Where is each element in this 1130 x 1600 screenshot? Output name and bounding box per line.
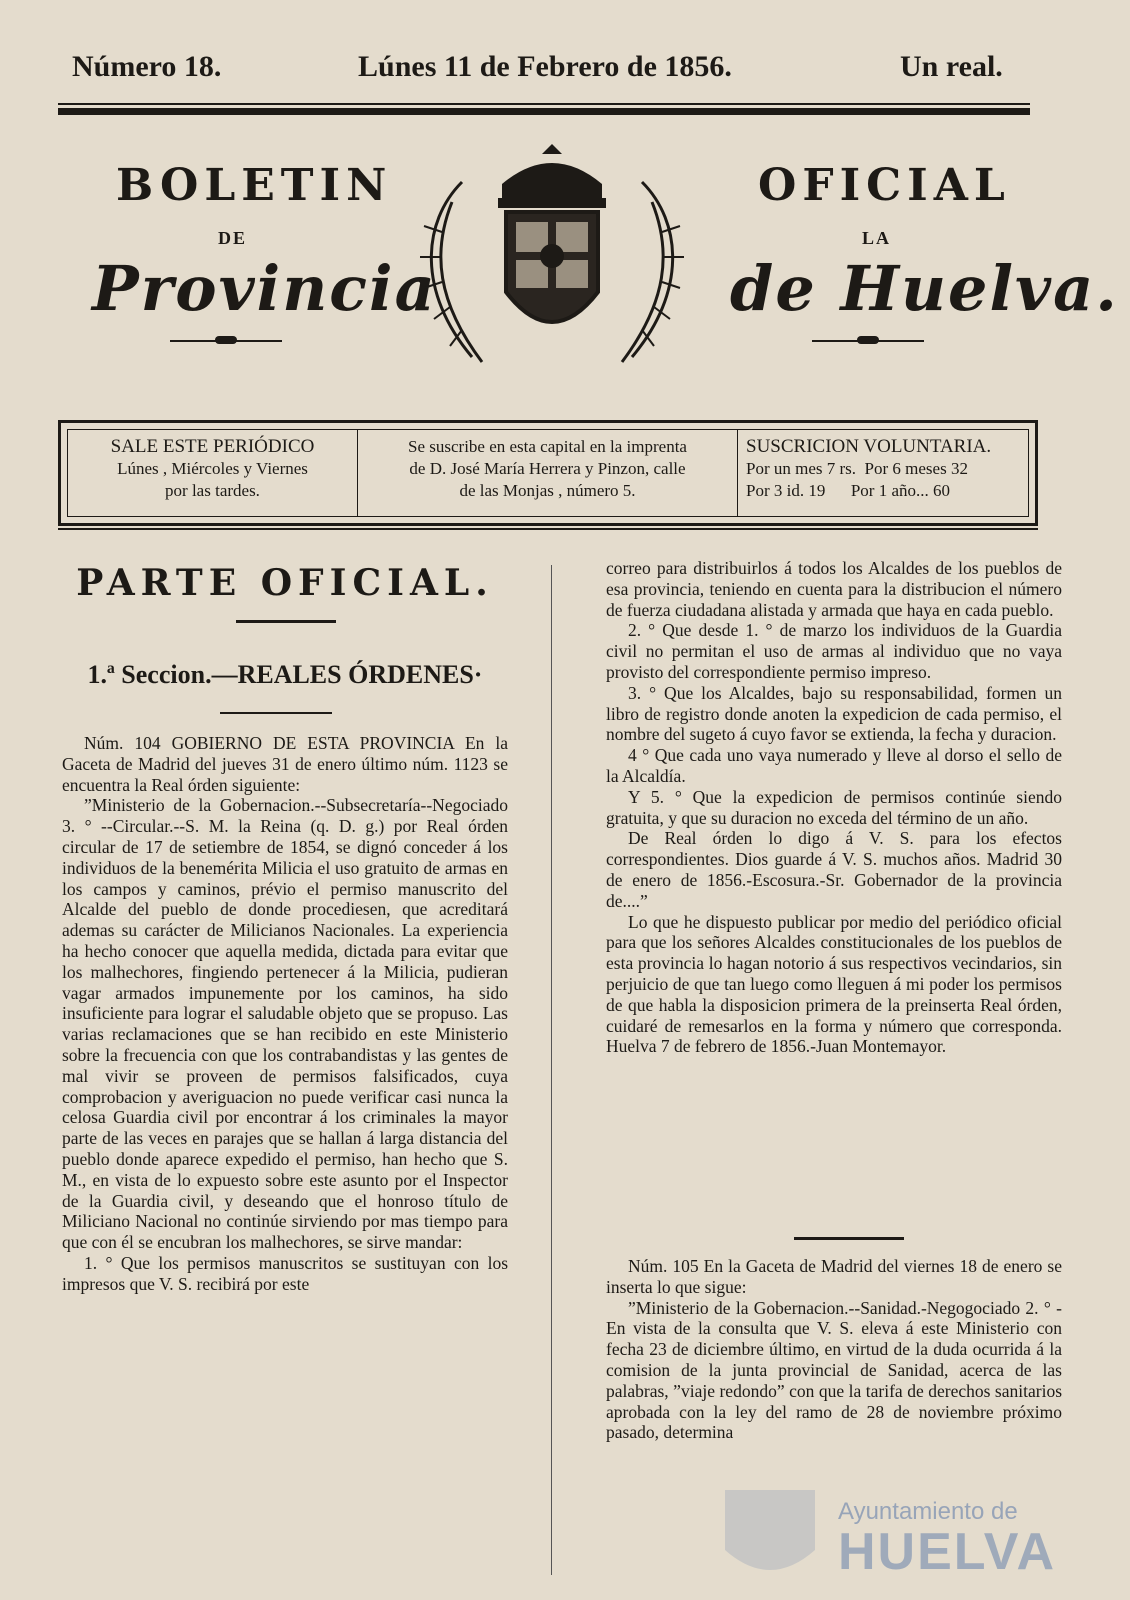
- prices-line-2: Por 3 id. 19 Por 1 año... 60: [746, 481, 950, 500]
- printer-line-3: de las Monjas , número 5.: [459, 481, 636, 500]
- title-boletin: BOLETIN: [116, 160, 393, 211]
- column-divider: [551, 565, 552, 1575]
- title-oficial: OFICIAL: [758, 160, 1011, 211]
- printer-line-2: de D. José María Herrera y Pinzon, calle: [409, 459, 686, 478]
- issue-price: Un real.: [900, 50, 1003, 83]
- subscription-prices-cell: [738, 430, 1028, 516]
- subscription-box: [58, 420, 1038, 526]
- paragraph: ”Ministerio de la Gobernacion.--Sanidad.-Negogociado 2. ° -En vista de la consulta que V. S. eleva á este Ministerio con fecha 23 de diciembre último, en virtud de la duda ocurrida á la comision de la junta provincial de Sanidad, acerca de las palabras, ”viaje redondo” con que la tarifa de derechos sanitarios aprobada con la ley del ramo de 28 de noviembre próximo pasado, determina: [606, 1297, 1062, 1443]
- paragraph: 1. ° Que los permisos manuscritos se sustituyan con los impresos que V. S. recibirá por este: [62, 1252, 508, 1294]
- parte-oficial-heading: PARTE OFICIAL.: [76, 562, 494, 604]
- prices-line-1: Por un mes 7 rs. Por 6 meses 32: [746, 459, 968, 478]
- right-column-text-2: [606, 1256, 1062, 1443]
- paragraph: correo para distribuirlos á todos los Alcaldes de los pueblos de esa provincia, teniendo en cuenta para la distribucion el número de fuerza ciudadana alistada y armada que haya en cada pueblo.: [606, 558, 1062, 620]
- section-rule: [220, 712, 332, 714]
- paragraph: Núm. 104 GOBIERNO DE ESTA PROVINCIA En la Gaceta de Madrid del jueves 31 de enero último núm. 1123 se encuentra la Real órden siguiente:: [62, 733, 508, 795]
- watermark-text-1: Ayuntamiento de: [838, 1498, 1018, 1525]
- watermark-text-2: HUELVA: [838, 1523, 1057, 1581]
- ornament-left: [170, 340, 282, 342]
- prices-title: SUSCRICION VOLUNTARIA.: [746, 436, 992, 457]
- article-separator-rule: [794, 1237, 904, 1240]
- paragraph: Núm. 105 En la Gaceta de Madrid del viernes 18 de enero se inserta lo que sigue:: [606, 1256, 1062, 1297]
- right-column-text: [606, 558, 1062, 1057]
- header-rule-thick: [58, 108, 1030, 115]
- title-la: LA: [862, 228, 892, 248]
- paragraph: Y 5. ° Que la expedicion de permisos continúe siendo gratuita, y que su duracion no exceda del término de un año.: [606, 786, 1062, 828]
- publication-time: por las tardes.: [165, 481, 260, 500]
- paragraph: 4 ° Que cada uno vaya numerado y lleve al dorso el sello de la Alcaldía.: [606, 745, 1062, 786]
- header-bar: [68, 50, 1072, 90]
- issue-number: Número 18.: [72, 50, 222, 83]
- title-huelva: de Huelva.: [730, 252, 1119, 325]
- issue-date: Lúnes 11 de Febrero de 1856.: [358, 50, 732, 83]
- paragraph: De Real órden lo digo á V. S. para los efectos correspondientes. Dios guarde á V. S. muchos años. Madrid 30 de enero de 1856.-Escosura.-Sr. Gobernador de la provincia de....”: [606, 828, 1062, 911]
- paragraph: Lo que he dispuesto publicar por medio del periódico oficial para que los señores Alcaldes constitucionales de los pueblos de esta provincia lo hagan notorio á sus respectivos vecindarios, sin perjuicio de que tan luego como lleguen á mi poder los permisos de que habla la disposicion primera de la preinserta Real órden, cuidaré de remesarlos en la forma y número que corresponda. Huelva 7 de febrero de 1856.-Juan Montemayor.: [606, 911, 1062, 1057]
- publication-title: SALE ESTE PERIÓDICO: [110, 436, 315, 457]
- coat-of-arms-emblem: [402, 142, 702, 378]
- paragraph: 3. ° Que los Alcaldes, bajo su responsabilidad, formen un libro de registro donde anoten la expedicion de cada permiso, el nombre del sugeto á cuyo favor se extienda, la fecha y duracion.: [606, 682, 1062, 745]
- publication-days: Lúnes , Miércoles y Viernes: [117, 459, 308, 478]
- printer-line-1: Se suscribe en esta capital en la imprenta: [408, 437, 687, 456]
- header-rule-thin: [58, 103, 1030, 105]
- publication-days-cell: [68, 430, 358, 516]
- printer-info-cell: [358, 430, 738, 516]
- left-column-text: [62, 733, 508, 1295]
- paragraph: 2. ° Que desde 1. ° de marzo los individuos de la Guardia civil no permitan el uso de armas al individuo que no vaya provisto del correspondiente permiso impreso.: [606, 620, 1062, 682]
- section-heading: 1.ª Seccion.—REALES ÓRDENES·: [87, 660, 483, 689]
- ornament-right: [812, 340, 924, 342]
- box-rule-bottom: [58, 528, 1038, 530]
- title-provincia: Provincia: [92, 252, 437, 325]
- paragraph: ”Ministerio de la Gobernacion.--Subsecretaría--Negociado 3. ° --Circular.--S. M. la Reina (q. D. g.) por Real órden circular de 17 de setiembre de 1854, se dignó conceder á los individuos de la benemérita Milicia el uso gratuito de armas en los campos y caminos, prévio el permiso manuscrito del Alcalde del pueblo de donde procediesen, que acreditará ademas su carácter de Milicianos Nacionales. La experiencia ha hecho conocer que aquella medida, dictada para evitar que los malhechores, fingiendo pertenecer á la Milicia, pudieran vagar armados impunemente por los caminos, ha sido insuficiente para lograr el saludable objeto que se propuso. Las varias reclamaciones que se han recibido en este Ministerio sobre la frecuencia con que los contrabandistas y las gentes de mal vivir se proveen de permisos falsificados, cuya comprobacion y averiguacion no puede verificar casi nunca la celosa Guardia civil por encontrar á los criminales la mayor parte de las veces en parajes que se hallan á larga distancia del pueblo donde aparece expedido el permiso, han hecho que S. M., en vista de lo expuesto sobre este asunto por el Inspector de la Guardia civil, y deseando que el honroso título de Miliciano Nacional no continúe sirviendo por mas tiempo para que con él se encubran los malhechores, se sirve mandar:: [62, 795, 508, 1253]
- heading-rule: [236, 620, 336, 623]
- title-de: DE: [218, 228, 248, 248]
